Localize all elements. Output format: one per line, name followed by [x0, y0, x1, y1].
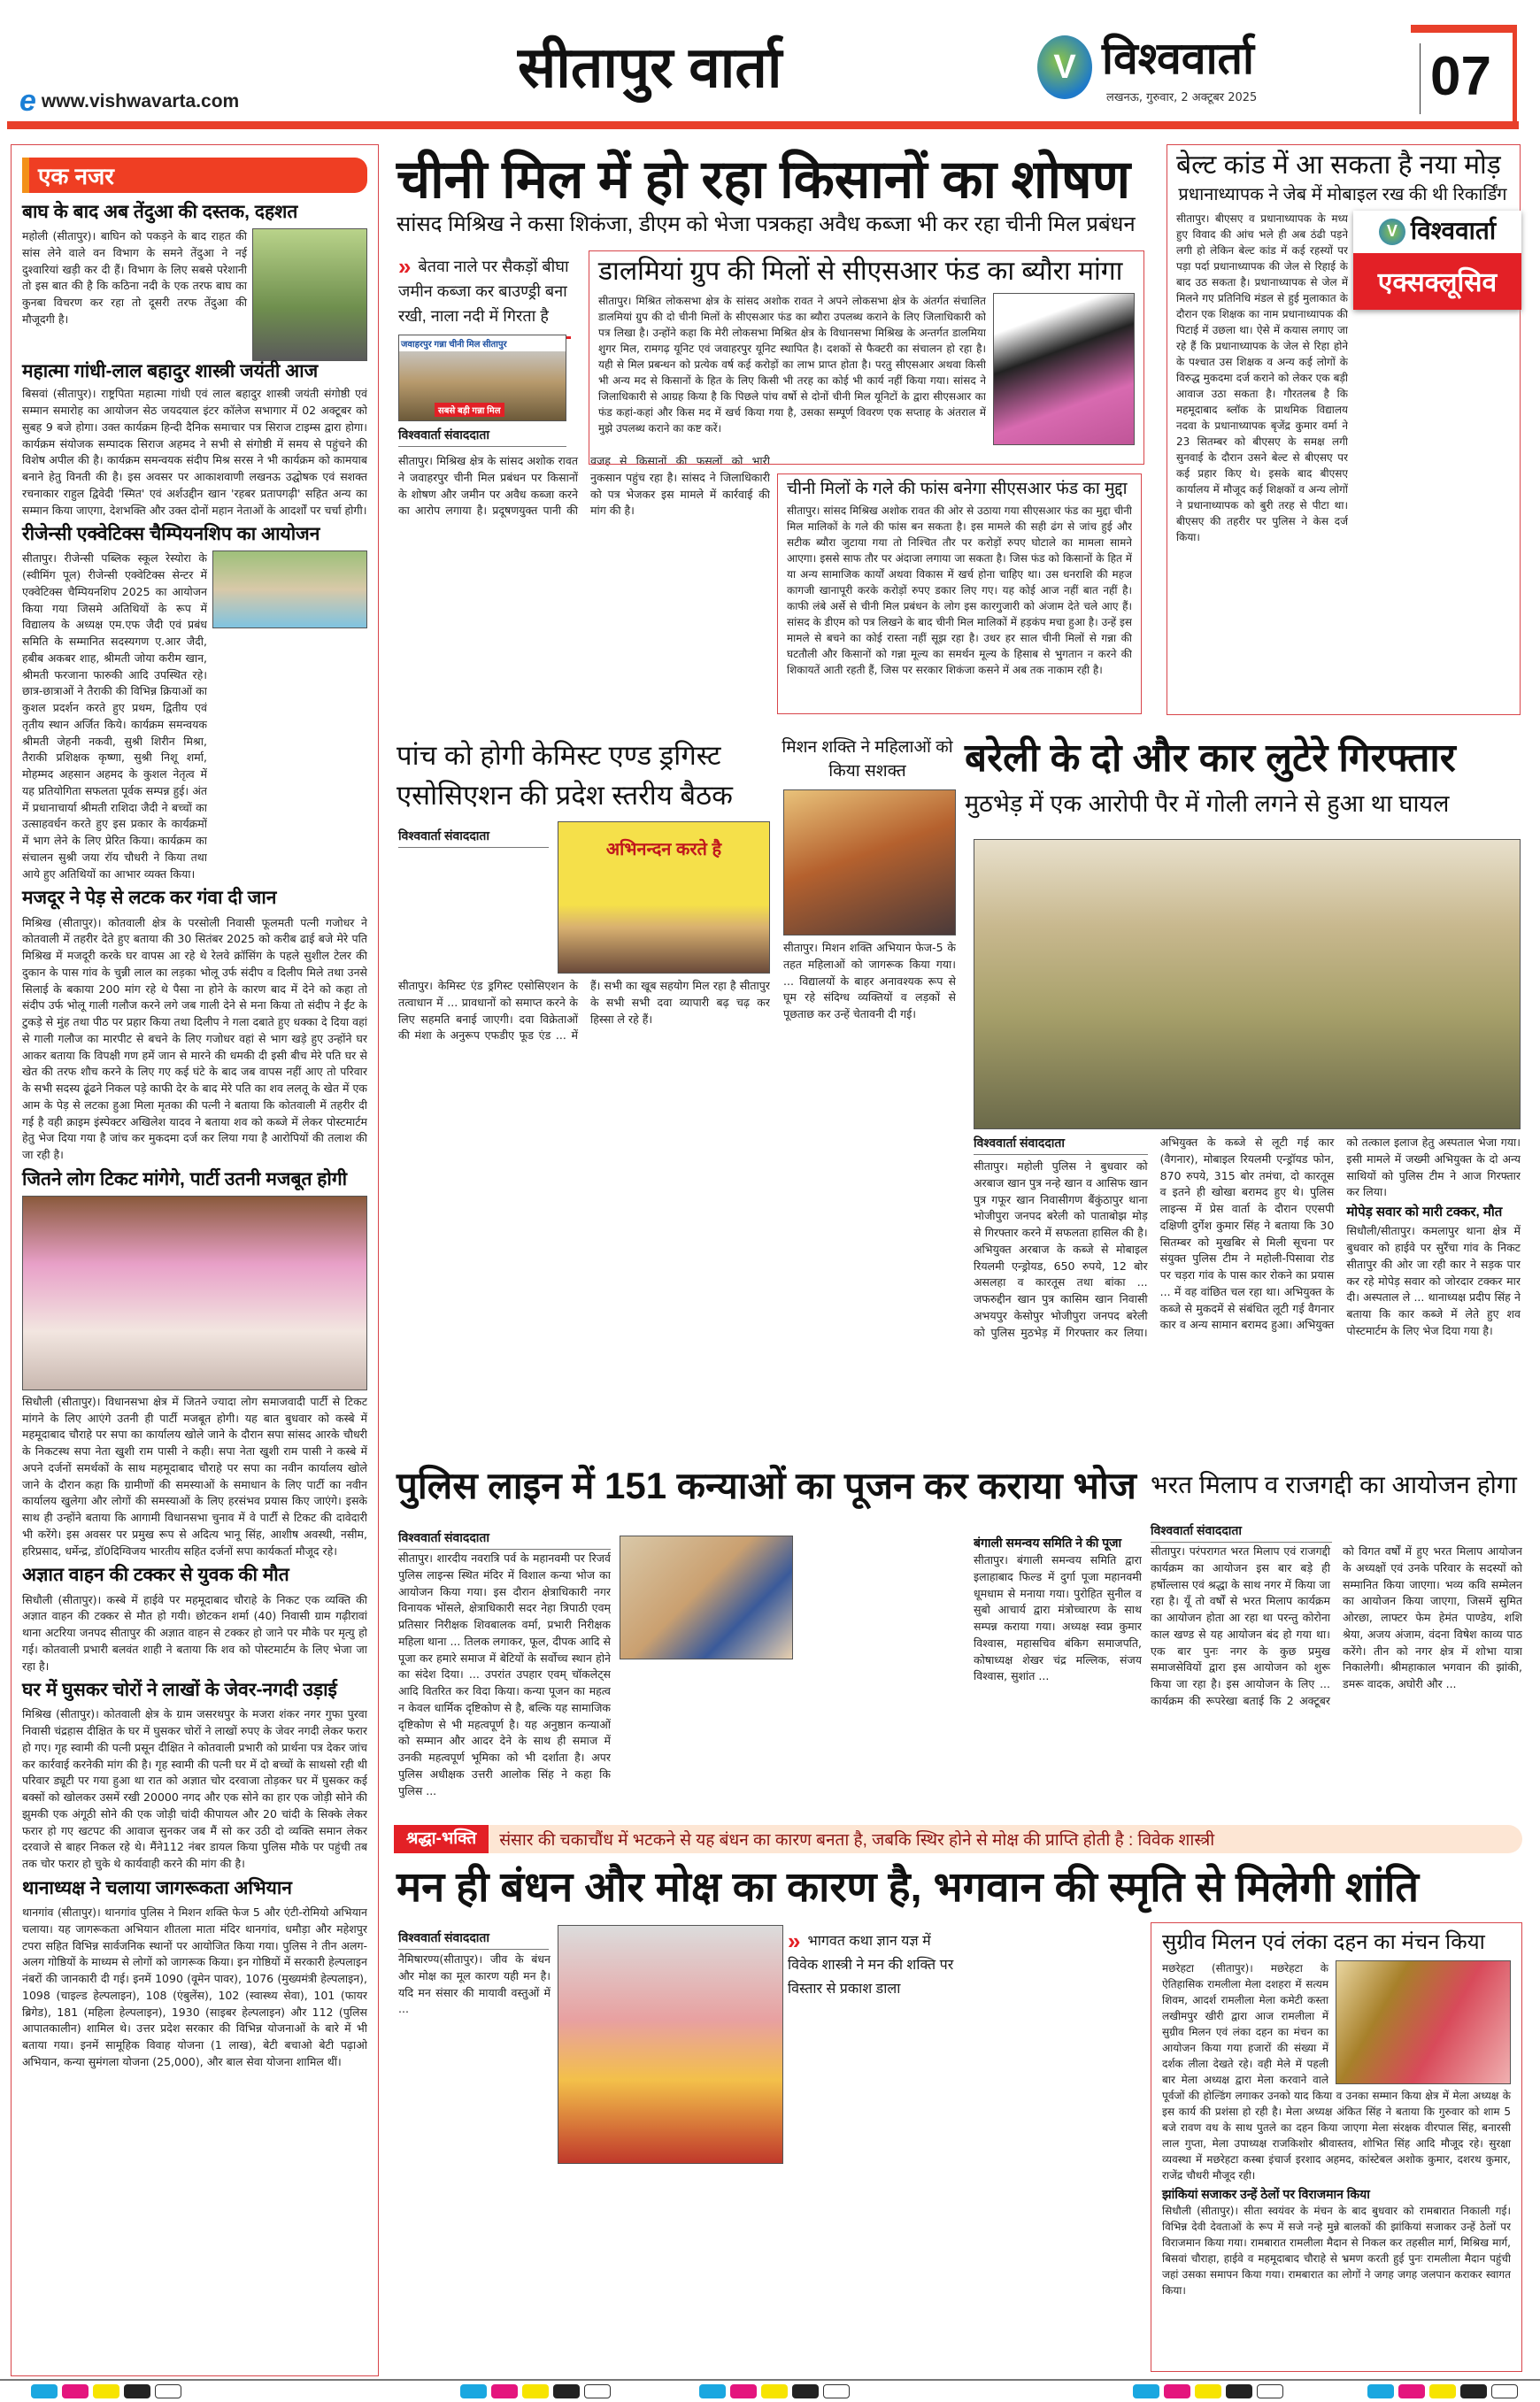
color-swatch: [62, 2384, 89, 2398]
belt-headline: बेल्ट कांड में आ सकता है नया मोड़: [1176, 150, 1501, 180]
photo-bhagwat-katha: [558, 1925, 783, 2164]
page-number: 07: [1430, 46, 1491, 107]
photo-mp-ashok-rawat: [993, 293, 1135, 445]
lead-subhead: सांसद मिश्रिख ने कसा शिकंजा, डीएम को भेजा पत्रकहा अवैध कब्जा भी कर रहा चीनी मिल प्रबंधन: [397, 212, 1136, 236]
dalmia-body: सीतापुर। मिश्रित लोकसभा क्षेत्र के सांसद अशोक रावत ने अपने लोकसभा क्षेत्र के अंतर्गत संचालित डालमियां ग्रुप की दो चीनी मिलों के सीएसआर फंड का ब्यौरा उपलब्ध कराने के लिए जिलाधिकारी को पत्र लिखा है। उन्होंने कहा कि मेरी लोकसभा मिश्रित क्षेत्र के विधानसभा मिश्रिख के अन्तर्गत डालमिया शुगर मिल, रामगढ़ यूनिट एवं जवाहरपुर यूनिट स्थापित है। दशकों से फैक्टरी का संचालन हो रहा है। यही से मिल प्रबन्धन को प्रत्येक वर्ष कई करोड़ों का लाभ प्राप्त होता है। परतु सीएसआर अथवा किसी भी अन्य मद से किसानों के हित के लिए किसी भी तरह का कोई भी कार्य नहीं किया गया। सांसद ने जिलाधिकारी से आग्रह किया है कि पिछले पांच वर्षो से दोनों चीनी मिल यूनिटों के द्वारा सीएसआर का फंड कहां-कहां और किस मद में खर्च किया गया है, उसका सम्पूर्ण विवरण एक सप्ताह के अंतराल में मुझे उपलब्ध कराने का कष्ट करें।: [598, 294, 986, 435]
belt-subhead: प्रधानाध्यापक ने जेब में मोबाइल रख की थी रिकार्डिंग: [1178, 184, 1507, 204]
photo-ramleela: [1336, 1960, 1511, 2084]
lead-bullet: » बेतवा नाले पर सैकड़ों बीघा जमीन कब्जा कर बाउण्ड्री बना रखी, नाला नदी में गिरता है: [398, 255, 571, 339]
crosshair-mark-icon: [584, 2384, 611, 2398]
story-body: मिश्रिख (सीतापुर)। कोतवाली क्षेत्र के परसोली निवासी फूलमती पत्नी गजोधर ने कोतवाली में तहरीर देते हुए बताया की 30 सितंबर 2025 को करीब ढाई बजे मेरे पति मिश्रिख में मजदूरी करके घर वापस आ रहे थे रेलवे क्रॉसिंग के पहले सुशील टेलर की दुकान के पास गांव के चुन्नी लाल का लड़का भोलू उर्फ संदीप व दिलीप मिले तथा उनसे सिलाई के बकाया 200 मांग रहे थे पैसा ना होने के कारण बाद में देने को कहा तो संदीप उर्फ भोलू गाली गलौज करने लगे जब गाली देने से मना किया तो संदीप ने ईंट के टुकड़े से मुंह तथा पीठ पर प्रहार किया तथा दिलीप ने गला दबाते हुए धक्का दे दिया वहां से गाली गलौज का मारपीट से बचने के लिए गजोधर वहां से भाग खड़े हुए उन्होंने घर आकर बताया कि विपक्षी गण हमें जान से मारने की धमकी दी इसी बीच मेरे पति घर से खेत की तरफ शौच करने के लिए गए कई घंटे के बाद जब वापस नहीं आए तो परिवार के सभी सदस्य ढूंढने निकल पड़े काफी देर के बाद मेरे पति का शव ललतू के खेत में एक आम के पेड़ से लटका हुआ मिला मृतका की पत्नी ने बताया कि कोतवाली में तहरीर दी गई है वही क्राइम इंस्पेक्टर अखिलेश यादव ने बताया शव को कब्जे में लेकर पोस्टमार्टम हेतु भेज दिया गया है जांच कर मुकदमा दर्ज कर लिया गया है आरोपियों की तलाश की जा रही है।: [22, 915, 367, 1162]
chemist-body: सीतापुर। केमिस्ट एंड ड्रगिस्ट एसोसिएशन के तत्वाधान में ... प्रावधानों को समाप्त करने के लिए सहमति बनाई जाएगी। दवा विक्रेताओं की मंशा के अनुरूप एफडीए फूड एंड ... में हैं। सभी का खूब सहयोग मिल रहा है सीतापुर के सभी सभी दवा व्यापारी बढ़ चढ़ कर हिस्सा ले रहे हैं।: [398, 979, 770, 1043]
bharat-headline: भरत मिलाप व राजगद्दी का आयोजन होगा: [1151, 1471, 1517, 1498]
left-story: [22, 888, 367, 1163]
left-story: [22, 524, 367, 882]
man-body: नैमिषारण्य(सीतापुर)। जीव के बंधन और मोक्ष का मूल कारण यही मन है। यदि मन संसार की मायावी वस्तुओं में ...: [398, 1952, 551, 2016]
color-swatch: [699, 2384, 726, 2398]
csr-box: [777, 473, 1142, 714]
bengali-headline: बंगाली समन्वय समिति ने की पूजा: [974, 1536, 1122, 1550]
moped-body: सिधौली/सीतापुर। कमलापुर थाना क्षेत्र में बुधवार को हाईवे पर सुरैंचा गांव के निकट सीतापुर की ओर जा रही कार ने सड़क पार कर रहे मोपेड़ सवार को जोरदार टक्कर मार दी। अस्पताल ले ... थानाध्यक्ष प्रदीप सिंह ने बताया कि कार कब्जे में लेते हुए शव पोस्टमार्टम के लिए भेज दिया गया है।: [1346, 1224, 1521, 1337]
lead-body: सीतापुर। मिश्रिख क्षेत्र के सांसद अशोक रावत ने जवाहरपुर चीनी मिल प्रबंधन पर किसानों के शोषण और जमीन पर अवैध कब्जा करने का आरोप लगाया है। प्रदूषणयुक्त पानी की वजह से किसानों की फसलों को भारी नुकसान पहुंच रहा है। सांसद ने जिलाधिकारी को पत्र भेजकर इस मामले में कार्रवाई की मांग की है।: [398, 454, 770, 518]
dalmia-headline: डालमियां ग्रुप की मिलों से सीएसआर फंड का ब्यौरा मांगा: [598, 257, 1123, 286]
mission-body: सीतापुर। मिशन शक्ति अभियान फेज-5 के तहत महिलाओं को जागरूक किया गया। ... विद्यालयों के बाहर अनावश्यक रूप से घूम रहे संदिग्ध व्यक्तियों व लड़कों से पूछताछ कर उन्हें चेतावनी दी गई।: [783, 941, 956, 1020]
color-swatch-group: [1367, 2384, 1522, 2402]
color-swatch: [553, 2384, 580, 2398]
story-body: सिधौली (सीतापुर)। विधानसभा क्षेत्र में जितने ज्यादा लोग समाजवादी पार्टी से टिकट मांगने के लिए आएंगे उतनी ही पार्टी मजबूत होगी। यह बात बुधवार को कस्बे में महमूदाबाद चौराहे पर सपा का कार्यालय खोले जाने के दौरान सपा सांसद आरके चौधरी के निकटस्थ सपा नेता खुशी राम पासी ने कही। सपा नेता खुशी राम पासी ने कस्बे में अपने दर्जनों समर्थकों के साथ महमूदाबाद चौराहे पर सपा का नवीन कार्यालय खोले जाने के दौरान कहा कि ग्रामीणों की समस्याओं के समाधान के लिए पार्टी का नवीन कार्यालय खुलेगा और लोगों की समस्याओं के लिए हरसंभव प्रयास किए जाएंगे। इसके साथ ही उन्होंने बताया कि आगामी विधानसभा चुनाव में वे पार्टी से टिकट की दावेदारी भी करेंगे। इस अवसर पर प्रमुख रूप से अदित्य भानू सिंह, आशीष अवस्थी, नसीम, हरिप्रसाद, धर्मेन्द्र, डॉ0दिग्विजय भारतीय सहित दर्जनों सपा कार्यकर्ता मौजूद रहे।: [22, 1394, 367, 1558]
browser-e-icon: e: [19, 84, 36, 118]
story-headline: बाघ के बाद अब तेंदुआ की दस्तक, दहशत: [22, 202, 298, 222]
jhanki-headline: झांकियां सजाकर उन्हें ठेलों पर विराजमान किया: [1162, 2186, 1370, 2201]
lead-byline: विश्ववार्ता संवाददाता: [398, 427, 566, 450]
color-swatch: [31, 2384, 58, 2398]
color-swatch-group: [1133, 2384, 1288, 2402]
csr-body: सीतापुर। सांसद मिश्रिख अशोक रावत की ओर से उठाया गया सीएसआर फंड का मुद्दा चीनी मिल मालिकों के गले की फांस बन सकता है। इस मामले की सही ढंग से जांच हुई और सटीक ब्यौरा जुटाया गया तो निश्चित तौर पर करोड़ों रुपए घोटाले का मामला सामने आएगा। इससे साफ तौर पर अंदाजा लगाया जा सकता है। जिस फंड को किसानों के हित में या अन्य सामाजिक कार्यों अथवा विकास में खर्च होना चाहिए था। उस धनराशि की महज कागजी खानापूरी करके करोड़ों रुपए डकार लिए गए। यह कोई आज नहीं बात नहीं है। काफी लंबे अर्से से चीनी मिल प्रबंधन के लोग इस कारगुजारी को अंजाम देते चले आए हैं। सांसद के डीएम को पत्र लिखने के बाद चीनी मिल मालिकों में हड़कंप मचा हुआ है। उन्हें इस मामले से बचने का कोई रास्ता नहीं सूझ रहा है। उधर हर साल चीनी मिलों से गन्ना की घटतौली और किसानों को गन्ना मूल्य का समर्थन मूल्य के हिसाब से भुगतान न करने की शिकायतें आती रहती हैं, जिस पर सरकार शिकंजा कसने में अब तक नाकाम रही है।: [787, 504, 1132, 676]
bhakti-label: श्रद्धा-भक्ति: [394, 1825, 489, 1853]
brand-logo-icon: V: [1379, 219, 1405, 245]
registration-marks: [0, 2384, 1540, 2400]
left-story: [22, 1565, 367, 1674]
color-swatch: [1195, 2384, 1221, 2398]
mission-headline: मिशन शक्ति ने महिलाओं को किया सशक्त: [782, 738, 953, 781]
color-swatch: [1164, 2384, 1190, 2398]
color-swatch: [1460, 2384, 1487, 2398]
bhakti-text: संसार की चकाचौंध में भटकने से यह बंधन का कारण बनता है, जबकि स्थिर होने से मोक्ष की प्राप्ति होती है : विवेक शास्त्री: [499, 1831, 1215, 1850]
color-swatch-group: [31, 2384, 186, 2402]
chevron-right-icon: »: [788, 1928, 801, 1954]
story-headline: घर में घुसकर चोरों ने लाखों के जेवर-नगदी उड़ाई: [22, 1680, 337, 1701]
photo-tag: सबसे बड़ी गन्ना मिल: [435, 403, 504, 417]
moped-headline: मोपेड़ सवार को मारी टक्कर, मौत: [1346, 1205, 1503, 1220]
left-story: [22, 1680, 367, 1873]
color-swatch: [460, 2384, 487, 2398]
color-swatch: [730, 2384, 757, 2398]
section-title: सीतापुर वार्ता: [518, 35, 782, 99]
sugriv-box: [1151, 1922, 1522, 2372]
story-body: थानगांव (सीतापुर)। थानगांव पुलिस ने मिशन शक्ति फेज 5 और एंटी-रोमियो अभियान चलाया। यह जागरूकता अभियान शीतला माता मंदिर थानगांव, धमौड़ा और महेशपुर टपरा सहित विभिन्न सार्वजनिक स्थानों पर आयोजित किया गया। पुलिस ने तीन अलग-अलग गोष्ठियों के माध्यम से लोगों को जागरूक किया। इन गोष्ठियों में सरकारी हेल्पलाइन नंबरों की जानकारी दी गई। इनमें 1090 (वूमेन पावर), 1076 (मुख्यमंत्री हेल्पलाइन), 1098 (चाइल्ड हेल्पलाइन), 108 (एंबुलेंस), 102 (स्वास्थ्य सेवा), 101 (फायर ब्रिगेड), 181 (महिला हेल्पलाइन), 1930 (साइबर हेल्पलाइन) और 112 (पुलिस आपातकालीन) शामिल थे। उत्तर प्रदेश सरकार की विभिन्न योजनाओं के बारे में भी बताया गया। इनमें सामूहिक विवाह योजना (1 लाख), बेटी बचाओ बेटी पढ़ाओ अभियान, कन्या सुमंगला योजना (25,000), और बाल सेवा योजना शामिल थीं।: [22, 1905, 367, 2068]
man-bullet: » भागवत कथा ज्ञान यज्ञ में विवेक शास्त्री ने मन की शक्ति पर विस्तार से प्रकाश डाला: [788, 1928, 954, 1998]
belt-kand-box: [1167, 144, 1521, 715]
chemist-headline: पांच को होगी केमिस्ट एण्ड ड्रगिस्ट एसोसिएशन की प्रदेश स्तरीय बैठक: [397, 740, 733, 811]
photo-sp-office: [22, 1196, 367, 1390]
police-headline: पुलिस लाइन में 151 कन्याओं का पूजन कर कराया भोज: [397, 1465, 1136, 1506]
story-body: बिसवां (सीतापुर)। राष्ट्रपिता महात्मा गांधी एवं लाल बहादुर शास्त्री जयंती संगोष्ठी एवं सम्मान समारोह का आयोजन सेठ जयदयाल इंटर कॉलेज सभागार में 02 अक्टूबर को सुबह 9 बजे होगा। उक्त कार्यक्रम हिन्दी दैनिक समाचार पत्र सिराज टाइम्स द्वारा होगा। कार्यक्रम संयोजक सम्पादक सिराज अहमद ने सभी से संगोष्ठी में समय से पहुंचने की विशेष अपील की है। कार्यक्रम समन्वयक संदीप मिश्र सरस ने भी कार्यक्रम को कामयाब बनाने हेतु विनती की है। इस अवसर पर आकाशवाणी लखनऊ उद्घोषक एवं सशक्त रचनाकार राहुल द्विवेदी 'स्मित' एवं अर्शउद्दीन खान 'रहबर प्रतापगढ़ी' सहित अन्य का सम्मान किया जाएगा, देशभक्ति और उक्त दोनों महान नेताओं के आदर्शों पर चर्चा होगी।: [22, 387, 367, 517]
man-headline: मन ही बंधन और मोक्ष का कारण है, भगवान की स्मृति से मिलेगी शांति: [397, 1863, 1420, 1910]
crosshair-mark-icon: [1491, 2384, 1518, 2398]
left-column-ek-nazar: [11, 144, 379, 2376]
lead-headline: चीनी मिल में हो रहा किसानों का शोषण: [397, 150, 1131, 209]
dalmia-box: [589, 250, 1144, 465]
section-label: एक नजर: [22, 158, 367, 193]
story-body: महोली (सीतापुर)। बाघिन को पकड़ने के बाद राहत की सांस लेने वाले वन विभाग के समने तेंदुआ ने नई दुश्वारियां खड़ी कर दी हैं। विभाग के लिए सबसे परेशानी तो इस बात की है कि कठिना नदी के एक तरफ बाघ का कुनबा विचरण कर रहा तो दूसरी तरफ तेंदुआ की मौजूदगी है।: [22, 229, 247, 326]
bhakti-strip: [394, 1825, 1522, 1853]
photo-arrested-accused: [974, 839, 1521, 1129]
story-headline: जितने लोग टिकट मांगेगे, पार्टी उतनी मजबूत होगी: [22, 1168, 348, 1189]
color-swatch-group: [699, 2384, 854, 2402]
photo-sugar-mill: [398, 335, 566, 421]
story-headline: थानाध्यक्ष ने चलाया जागरूकता अभियान: [22, 1877, 292, 1898]
story-headline: अज्ञात वाहन की टक्कर से युवक की मौत: [22, 1565, 289, 1586]
sugriv-headline: सुग्रीव मिलन एवं लंका दहन का मंचन किया: [1162, 1930, 1485, 1954]
brand-name: विश्ववार्ता: [1102, 34, 1254, 83]
sugriv-body: मछरेहटा (सीतापुर)। मछरेहटा के ऐतिहासिक रामलीला मेला दशहरा में सत्यम शिवम, आदर्श रामलीला मेला कमेटी कस्ता लखीमपुर खीरी द्वारा आज रामलीला में सुग्रीव मिलन एवं लंका दहन का मंचन का आयोजन किया गया हजारों की संख्या में दर्शक लीला देखते रहे। वही मेले में पहली बार मेला अध्यक्ष द्वारा मेला करवाने वाले पूर्वजों की होल्डिंग लगाकर उनको याद किया व उनका सम्मान किया क्षेत्र में मेला अध्यक्ष के इस कार्य की प्रशंसा हो रही है। मेला अध्यक्ष अंकित सिंह ने बताया कि गुरुवार को शाम 5 बजे रावण वध के साथ पुतले का दहन किया जाएगा मेला संरक्षक वीरपाल सिंह, बनारसी लाल गुप्ता, मेला उपाध्यक्ष राजकिशोर श्रीवास्तव, शोभित सिंह आदि मौजूद रहे। सुरक्षा व्यवस्था में मछरेहटा कस्बा इंचार्ज इरशाद अहमद, कांस्टेबल अशोक कुमार, दशरथ कुमार, राजेंद्र चौधरी मौजूद रही।: [1162, 1961, 1511, 2182]
bareilly-subhead: मुठभेड़ में एक आरोपी पैर में गोली लगने से हुआ था घायल: [965, 790, 1450, 817]
story-headline: मजदूर ने पेड़ से लटक कर गंवा दी जान: [22, 888, 277, 909]
page-number-box: [1411, 25, 1517, 129]
photo-swimming-pool: [212, 550, 367, 628]
bareilly-body: सीतापुर। महोली पुलिस ने बुधवार को अरबाज खान पुत्र नन्हे खान व आसिफ खान पुत्र गफूर खान निवासीगण बैंकुंठापुर थाना भोजीपुरा जनपद बरेली को पाताबोझ मोड़ से गिरफ्तार करने में सफलता हासिल की है। अभियुक्त अरबाज के कब्जे से मोबाइल रियलमी एन्ड्रोयड, 650 रुपये, 12 बोर असलहा व कारतूस तथा बांका ... जफरुद्दीन खान पुत्र कासिम खान निवासी अभयपुर केसोपुर भोजीपुरा जनपद बरेली को पुलिस मुठभेड़ में गिरफ्तार कर लिया। अभियुक्त के कब्जे से लूटी गई कार (वैगनार), मोबाइल रियलमी एन्ड्रॉयड फोन, 870 रुपये, 315 बोर तमंचा, दो कारतूस व इतने ही खोखा बरामद हुए थे। पुलिस लाइन्स में प्रेस वार्ता के दौरान एएसपी दक्षिणी दुर्गेश कुमार सिंह ने बताया कि 30 सितम्बर को मुखबिर से मिली सूचना पर संयुक्त पुलिस टीम ने महोली-पिसावा रोड पर चड़रा गांव के पास कार रोकने का प्रयास ... में वह वांछित चल रहा था। अभियुक्त के कब्जे से मुकदमें से संबंधित लूटी गई वैगनार कार व अन्य सामान बरामद हुआ। अभियुक्त को तत्काल इलाज हेतु अस्पताल भेजा गया। इसी मामले में जख्मी अभियुक्त के दो अन्य साथियों को पुलिस टीम ने आज गिरफ्तार कर लिया।: [974, 1136, 1521, 1339]
jhanki-body: सिधौली (सीतापुर)। सीता स्वयंवर के मंचन के बाद बुधवार को रामबारात निकाली गई। विभिन्न देवी देवताओं के रूप में सजे नन्हे मुन्ने बालकों की झांकियां सजाकर उन्हें ठेलों पर विराजमान किया गया। रामबारात रामलीला मैदान से निकल कर तहसील मार्ग, मिश्रिख मार्ग, बिसवां चौराहा, हाईवे व महमूदाबाद चौराहे से भ्रमण करती हुई पुनः रामलीला मैदान पहुंची जहां उसका समापन किया गया। रामबारात का लोगों ने जगह जगह जलपान कराकर स्वागत किया।: [1162, 2204, 1511, 2297]
color-swatch: [491, 2384, 518, 2398]
photo-mission-shakti: [783, 789, 956, 935]
color-swatch: [1226, 2384, 1252, 2398]
color-swatch: [522, 2384, 549, 2398]
color-swatch-group: [460, 2384, 615, 2402]
story-body: सीतापुर। रीजेन्सी पब्लिक स्कूल रेस्योरा के (स्वीमिंग पूल) रीजेन्सी एक्वेटिक्स सेन्टर में एक्वेटिक्स चैम्पियनशिप 2025 का आयोजन किया गया जिसमे अतिथियों के रूप में विद्यालय के अध्यक्ष एम.एफ जैदी एवं प्रबंध समिति के सम्मानित सदस्यगण ए.आर जैदी, हबीब अकबर शाह, श्रीमती जोया करीम खान, श्रीमती फरजाना फारुकी आदि उपस्थित रहे। छात्र-छात्राओं ने तैराकी की विभिन्न क्रियाओं का कुशल प्रदर्शन करते हुए प्रथम, द्वितीय एवं तृतीय स्थान अर्जित किये। कार्यक्रम समन्वयक श्रीमती जेहनी नकवी, सुश्री शिरीन मिश्रा, तैराकी प्रशिक्षक कृष्णा, सुश्री निशू शर्मा, मोहम्मद अहसान अहमद के कुशल नेतृत्व में यह प्रतियोगिता सफलता पूर्वक सम्पन्न हुई। अंत में प्रधानाचार्या श्रीमती राशिदा जैदी ने बच्चों का उत्साहवर्धन करते हुए इस प्रकार के कार्यक्रमों में भाग लेने के लिए प्रेरित किया। कार्यक्रम का संचालन सुश्री जया रॉय चौधरी ने किया तथा आये हुए अतिथियों का आभार व्यक्त किया।: [22, 551, 207, 881]
crosshair-mark-icon: [155, 2384, 181, 2398]
story-headline: महात्मा गांधी-लाल बहादुर शास्त्री जयंती आज: [22, 361, 319, 382]
man-byline: विश्ववार्ता संवाददाता: [398, 1929, 549, 1953]
photo-tiger-cage: [252, 228, 367, 361]
footer-rule: [0, 2379, 1540, 2381]
color-swatch: [1429, 2384, 1456, 2398]
crosshair-mark-icon: [823, 2384, 850, 2398]
color-swatch: [1398, 2384, 1425, 2398]
brand-logo-icon: V: [1037, 35, 1092, 99]
bharat-byline: विश्ववार्ता संवाददाता: [1151, 1522, 1332, 1546]
left-story: [22, 1169, 367, 1560]
photo-chemist-meeting: अभिनन्दन करते है: [558, 821, 770, 974]
photo-caption: जवाहरपुर गन्ना चीनी मिल सीतापुर: [399, 335, 566, 351]
left-story: [22, 361, 367, 519]
color-swatch: [761, 2384, 788, 2398]
color-swatch: [124, 2384, 150, 2398]
chemist-byline: विश्ववार्ता संवाददाता: [398, 828, 549, 851]
dateline: लखनऊ, गुरुवार, 2 अक्टूबर 2025: [1106, 91, 1258, 104]
chevron-right-icon: »: [398, 253, 412, 280]
bharat-body: सीतापुर। परंपरागत भरत मिलाप एवं राजगद्दी कार्यक्रम का आयोजन इस बार बड़े ही हर्षोल्लास एवं श्रद्धा के साथ नगर में किया जा रहा है। यूँ तो वर्षों से भरत मिलाप कार्यक्रम का आयोजन होता आ रहा था परन्तु कोरोना काल खण्ड से यह आयोजन बंद हो गया था। एक बार पुनः नगर के कुछ प्रमुख समाजसेवियों द्वारा इस आयोजन को शुरू किया जा रहा है। इस आयोजन के लिए ... कार्यक्रम की रूपरेखा बताई कि 2 अक्टूबर को विगत वर्षों में हुए भरत मिलाप आयोजन के अध्यक्षों एवं उनके परिवार के सदस्यों को सम्मानित किया जाएगा। भव्य कवि सम्मेलन का आयोजन किया जाएगा, जिसमें सुमित ओरछा, लाफ्टर फेम हेमंत पाण्डेय, शशि श्रेया, अजय अंजाम, वंदना विषेश काव्य पाठ करेंगे। तीन को नगर क्षेत्र में शोभा यात्रा निकालेगी। श्रीमहाकाल भगवान की झांकी, डमरू वादक, अघोरी और ...: [1151, 1544, 1522, 1707]
bareilly-headline: बरेली के दो और कार लुटेरे गिरफ्तार: [965, 736, 1456, 780]
police-body: सीतापुर। शारदीय नवरात्रि पर्व के महानवमी पर रिजर्व पुलिस लाइन्स स्थित मंदिर में विशाल कन्या भोज का आयोजन किया गया। इस दौरान क्षेत्राधिकारी नगर विनायक भोंसले, क्षेत्राधिकारी सदर नेहा त्रिपाठी एवम् प्रतिसार निरीक्षक शिवबालक वर्मा, प्रभारी निरीक्षक महिला थाना ... तिलक लगाकर, फूल, दीपक आदि से पूजा कर हमारे समाज में बेटियों के सर्वोच्च स्थान होने का संदेश दिया। ... उपरांत उपहार एवम् चॉकलेट्स आदि वितरित कर विदा किया। कन्या पूजन का महत्व न केवल धार्मिक दृष्टिकोण से है, बल्कि यह सामाजिक दृष्टिकोण से भी महत्वपूर्ण है। यह अनुष्ठान कन्याओं को सम्मान और आदर देने के साथ ही समाज में उनकी महत्वपूर्ण भूमिका को भी दर्शाता है। अपर पुलिस अधीक्षक उत्तरी आलोक सिंह ने कहा कि पुलिस ...: [398, 1551, 611, 1798]
color-swatch: [792, 2384, 819, 2398]
csr-headline: चीनी मिलों के गले की फांस बनेगा सीएसआर फंड का मुद्दा: [787, 480, 1128, 498]
color-swatch: [1133, 2384, 1159, 2398]
story-headline: रीजेन्सी एक्वेटिक्स चैम्पियनशिप का आयोजन: [22, 524, 320, 545]
police-byline: विश्ववार्ता संवाददाता: [398, 1529, 611, 1553]
color-swatch: [93, 2384, 119, 2398]
belt-body: सीतापुर। बीएसए व प्रधानाध्यापक के मध्य हुए विवाद की आंच भले ही अब ठंढी पड़ने लगी हो लेकिन बेल्ट कांड में कई रहस्यों पर पड़ा पर्दा प्रधानाध्यापक की जेल से रिहाई के बाद उठ सकता है। प्रधानाध्यापक से जेल में मिलने गए प्रतिनिधि मंडल से हुई मुलाकात के दौरान एक शिक्षक का नाम प्रधानाध्यापक की पिटाई में उछला था। ऐसे में कयास लगाए जा रहे हैं कि प्रधानाध्यापक के जेल से रिहा होने के पश्चात उस शिक्षक व अन्य कई लोगों के विरुद्ध मुकदमा दर्ज कराने को लेकर एक बड़ी आवाज उठा सकता है। गौरतलब है कि महमूदाबाद ब्लॉक के प्राथमिक विद्यालय नदवा के प्रधानाध्यापक बृजेंद्र कुमार वर्मा ने 23 सितम्बर को बीएसए के समक्ष लगी सुनवाई के दौरान उसने बेल्ट से बीएसए पर कई प्रहार किए थे। इसके बाद बीएसए कार्यालय में मौजूद कई शिक्षकों व अन्य लोगों ने प्रधानाध्यापक को बुरी तरह से पीटा था। बीएसए की तहरीर पर पुलिस ने केस दर्ज किया।: [1176, 212, 1348, 543]
website-url[interactable]: e www.vishwavarta.com: [19, 84, 240, 118]
left-story: [22, 1878, 367, 2071]
bengali-body: सीतापुर। बंगाली समन्वय समिति द्वारा इलाहाबाद फिल्ड में दुर्गा पूजा महानवमी धूमधाम से मनाया गया। पुरोहित सुनील व सुबो आचार्य द्वारा मंत्रोच्चारण के साथ सम्पन्न कराया गया। अध्यक्ष स्वप्न कुमार विश्वास, महासचिव बंकिग समाजपति, कोषाध्यक्ष शेखर चंद्र मल्लिक, संजय विश्वास, सुशांत ...: [974, 1553, 1142, 1683]
header-rule: [7, 121, 1519, 129]
photo-kanya-pujan: [620, 1536, 793, 1659]
left-story: [22, 202, 367, 328]
story-body: मिश्रिख (सीतापुर)। कोतवाली क्षेत्र के ग्राम जसरथपुर के मजरा शंकर नगर गुफा पुरवा निवासी चंद्रहास दीक्षित के घर में घुसकर चोरों ने लाखों रुपए के जेवर नगदी लेकर फरार हो गए। गृह स्वामी की पत्नी प्रसून दीक्षित ने कोतवाली प्रभारी को प्रार्थना पत्र देकर जांच कर कार्रवाई करनेकी मांग की है। गृह स्वामी की पत्नी घर में दो बच्चों के साथसो रही थी परिवार ड्यूटी पर गया हुआ था रात को अज्ञात चोर दरवाजा तोड़कर घर में घुसकर कई बक्सों को खोलकर उसमें रखी 20000 नगद और एक सोने का हार एक जोड़ी सोने की झुमकी एक अंगूठी सोने की एक जोड़ी चांदी कीपायल और 20 चांदी के सिक्के लेकर फरार हो गए खटपट की आवाज सुनकर जब मैं सो कर उठी दो व्यक्ति समान लेकर दरवाजे से बाहर निकल रहे थे। मैंने112 नंबर डायल किया पुलिस मौके पर पहुंची तब तक चोर फरार हो चुके थे कार्यवाही करने की मांग की है।: [22, 1707, 367, 1871]
bareilly-text: विश्ववार्ता संवाददाता सीतापुर। महोली पुलिस ने बुधवार को अरबाज खान पुत्र नन्हे खान व आसिफ खान पुत्र गफूर खान निवासीगण बैंकुंठापुर थाना भोजीपुरा जनपद बरेली को पाताबोझ मोड़ से गिरफ्तार करने में सफलता हासिल की है। अभियुक्त अरबाज के कब्जे से मोबाइल रियलमी एन्ड्रोयड, 650 रुपये, 12 बोर असलहा व कारतूस तथा बांका ... जफरुद्दीन खान पुत्र कासिम खान निवासी अभयपुर केसोपुर भोजीपुरा जनपद बरेली को पुलिस मुठभेड़ में गिरफ्तार कर लिया। अभियुक्त के कब्जे से लूटी गई कार (वैगनार), मोबाइल रियलमी एन्ड्रॉयड फोन, 870 रुपये, 315 बोर तमंचा, दो कारतूस व इतने ही खोखा बरामद हुए थे। पुलिस लाइन्स में प्रेस वार्ता के दौरान एएसपी दक्षिणी दुर्गेश कुमार सिंह ने बताया कि 30 सितम्बर को मुखबिर से मिली सूचना पर संयुक्त पुलिस टीम ने महोली-पिसावा रोड पर चड़रा गांव के पास कार रोकने का प्रयास ... में वह वांछित चल रहा था। अभियुक्त के कब्जे से मुकदमें से संबंधित लूटी गई वैगनार कार व अन्य सामान बरामद हुआ। अभियुक्त को तत्काल इलाज हेतु अस्पताल भेजा गया। इसी मामले में जख्मी अभियुक्त के दो अन्य साथियों को पुलिस टीम ने आज गिरफ्तार कर लिया। मोपेड़ सवार को मारी टक्कर, मौत सिधौली/सीतापुर। कमलापुर थाना क्षेत्र में बुधवार को हाईवे पर सुरैंचा गांव के निकट सीतापुर की ओर जा रही कार ने सड़क पार कर रहे मोपेड़ सवार को जोरदार टक्कर मार दी। अस्पताल ले ... थानाध्यक्ष प्रदीप सिंह ने बताया कि कार कब्जे में लेते हुए शव पोस्टमार्टम के लिए भेज दिया गया है।: [974, 1135, 1521, 1407]
exclusive-badge: V विश्ववार्ता एक्सक्लूसिव: [1353, 211, 1521, 310]
color-swatch: [1367, 2384, 1394, 2398]
story-body: सिधौली (सीतापुर)। कस्बे में हाईवे पर महमूदाबाद चौराहे के निकट एक व्यक्ति की अज्ञात वाहन की टक्कर से मौत हो गयी। छोटकन शर्मा (40) निवासी ग्राम गढ़ीरावां थाना अटरिया जनपद सीतापुर की अज्ञात वाहन से टक्कर हो जाने पर मौके पर मृत्यु हो गई। कोतवाली प्रभारी बलवंत शाही ने बताया कि शव को पोस्टमार्टम के लिए भेजा जा रहा है।: [22, 1592, 367, 1673]
bengali-samiti-story: [974, 1536, 1142, 1805]
crosshair-mark-icon: [1257, 2384, 1283, 2398]
